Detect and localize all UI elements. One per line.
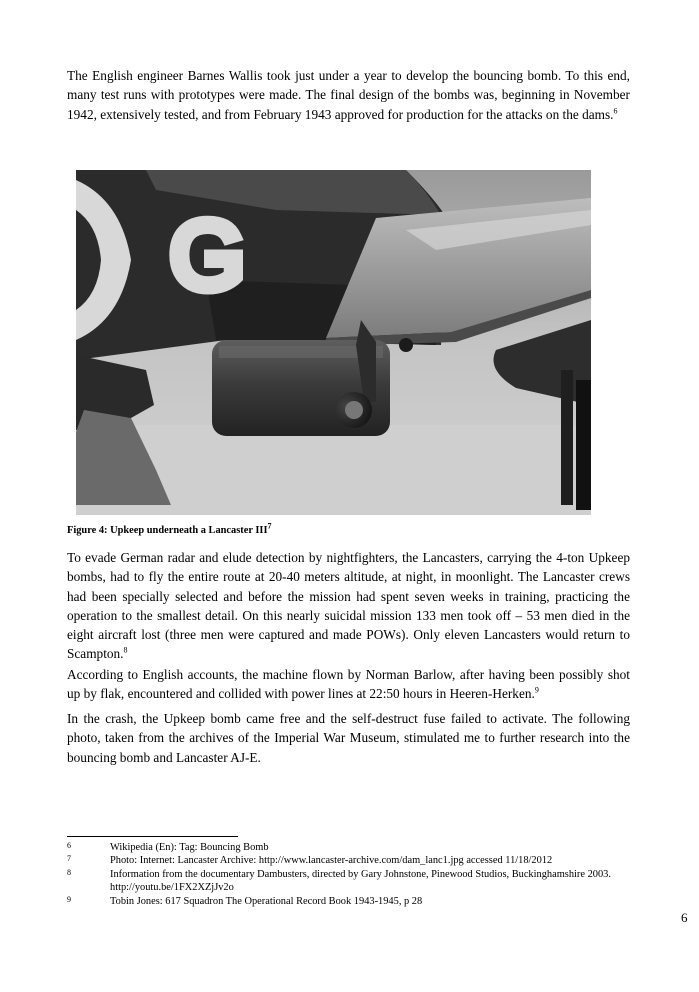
footnote-ref-9[interactable]: 9	[534, 685, 539, 695]
footnote-text: Wikipedia (En): Tag: Bouncing Bomb	[110, 842, 269, 853]
paragraph-intro-text: The English engineer Barnes Wallis took just under a year to develop the bouncing bomb. To this end, many test runs with prototypes were made. The final design of the bombs was, beginning in November 1942, extensively tested, and from February 1943 approved for production for the attacks on the dams.	[67, 68, 630, 122]
footnote-text: Photo: Internet: Lancaster Archive: http://www.lancaster-archive.com/dam_lanc1.jpg accessed 11/18/2012	[110, 855, 553, 866]
paragraph-mission-text: To evade German radar and elude detection by nightfighters, the Lancasters, carrying the 4-ton Upkeep bombs, had to fly the entire route at 20-40 meters altitude, at night, in moonlight. The Lancaster crews had been specially selected and before the mission had spent seven weeks in training, practicing the operation to the smallest detail. On this nearly suicidal mission 133 men took off – 53 men died in the eight aircraft lost (three men were captured and made POWs). Only eleven Lancasters would return to Scampton.	[67, 550, 630, 662]
footnote-text: Information from the documentary Dambusters, directed by Gary Johnstone, Pinewood Studios, Buckinghamshire 2003. http://youtu.be/1FX2XZjJv2o	[110, 869, 611, 893]
page-number: 6	[681, 910, 688, 925]
footnote-ref-7[interactable]: 7	[267, 521, 272, 531]
paragraph-barlow	[67, 665, 630, 704]
footnote-number: 8	[67, 868, 71, 877]
footnote-text: Tobin Jones: 617 Squadron The Operational Record Book 1943-1945, p 28	[110, 896, 423, 907]
paragraph-mission	[67, 548, 630, 664]
figure-caption	[67, 521, 272, 538]
fuselage-letter: G	[170, 202, 245, 309]
paragraph-barlow-text: According to English accounts, the machine flown by Norman Barlow, after having been possibly shot up by flak, encountered and collided with power lines at 22:50 hours in Heeren-Herken.	[67, 667, 630, 702]
footnote-number: 9	[67, 895, 71, 904]
footnote-ref-8[interactable]: 8	[123, 646, 128, 656]
footnote-ref-6[interactable]: 6	[613, 106, 618, 116]
footnote-number: 6	[67, 841, 71, 850]
lancaster-upkeep-photo	[76, 170, 591, 515]
footnote-number: 7	[67, 854, 71, 863]
paragraph-intro	[67, 66, 630, 124]
paragraph-crash	[67, 709, 630, 767]
figure-caption-text: Figure 4: Upkeep underneath a Lancaster III	[67, 525, 268, 536]
right-landing-gear	[561, 370, 573, 505]
paragraph-crash-text: In the crash, the Upkeep bomb came free and the self-destruct fuse failed to activate. The following photo, taken from the archives of the Imperial War Museum, stimulated me to further research into the bouncing bomb and Lancaster AJ-E.	[67, 711, 630, 765]
footnote-separator	[67, 836, 238, 837]
